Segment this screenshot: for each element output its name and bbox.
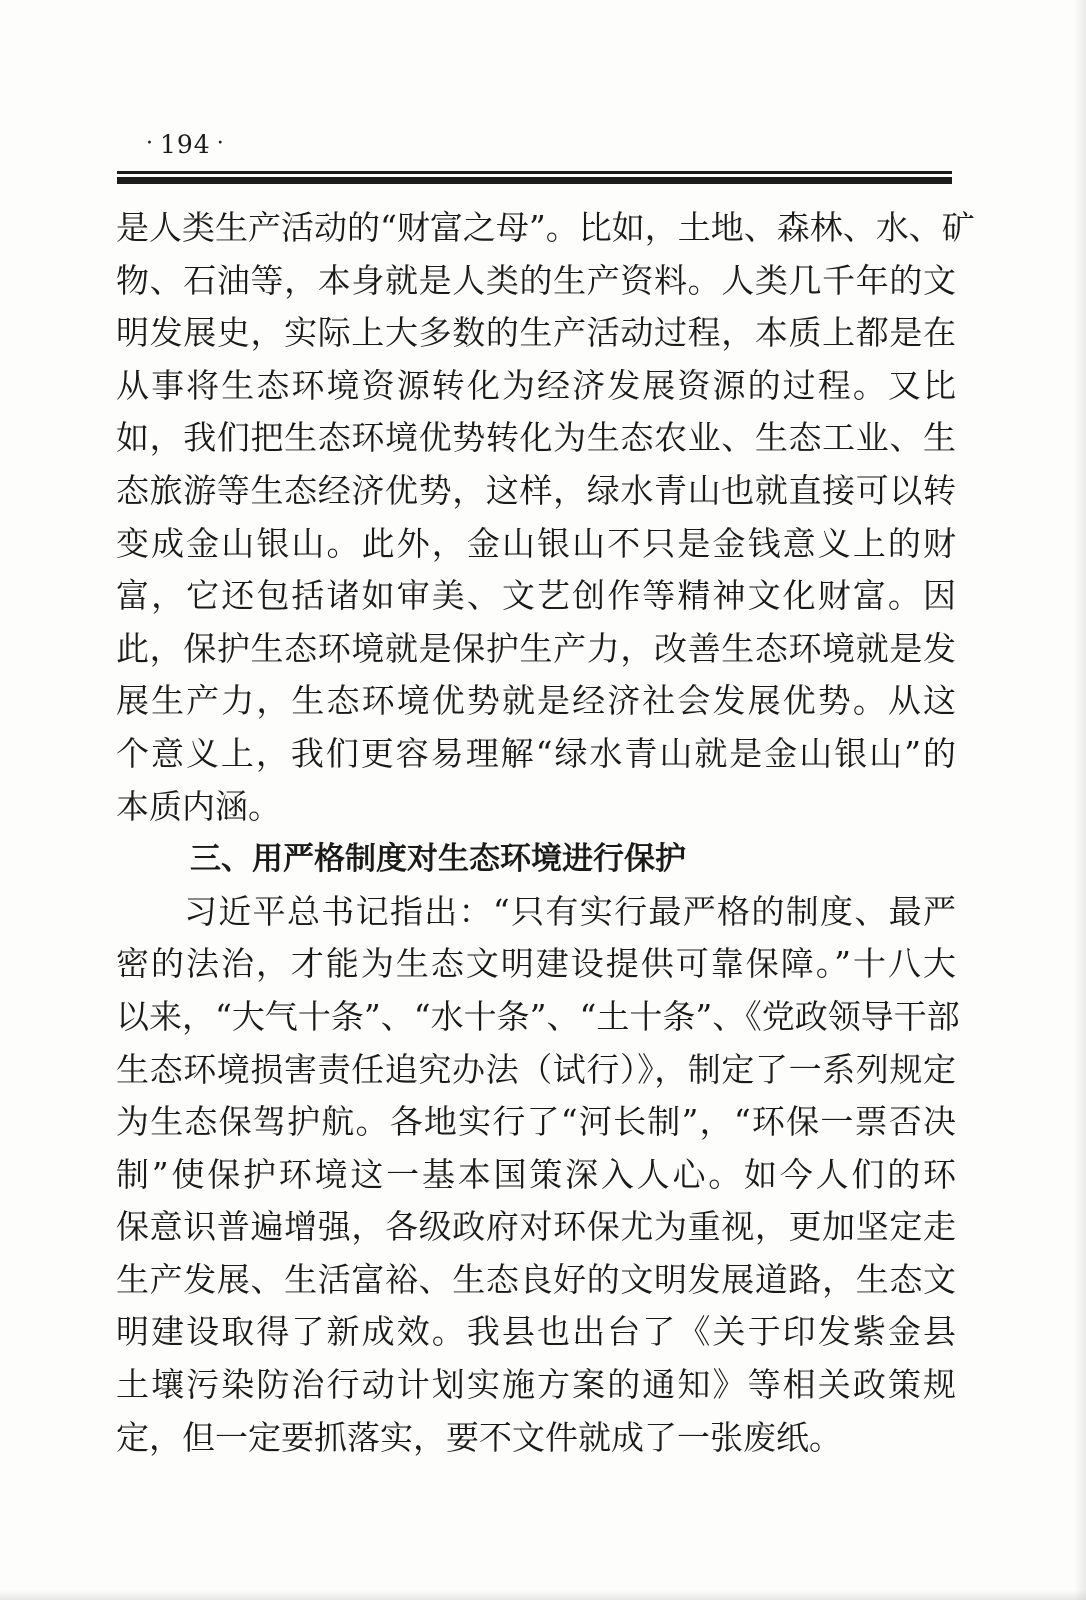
text-line: 为生态保驾护航。各地实行了“河长制”，“环保一票否决 [116, 1102, 956, 1142]
header-rule-thin [117, 171, 952, 174]
page-header [140, 130, 231, 159]
text-line: 态旅游等生态经济优势，这样，绿水青山也就直接可以转 [116, 470, 956, 510]
text-line: 密的法治，才能为生态文明建设提供可靠保障。”十八大 [116, 944, 956, 984]
text-line: 是人类生产活动的“财富之母”。比如，土地、森林、水、矿 [116, 208, 975, 247]
text-line: 定，但一定要抓落实，要不文件就成了一张废纸。 [116, 1417, 842, 1457]
text-line: 个意义上，我们更容易理解“绿水青山就是金山银山”的 [116, 733, 956, 773]
text-line: 从事将生态环境资源转化为经济发展资源的过程。又比 [116, 365, 956, 405]
text-line: 明建设取得了新成效。我县也出台了《关于印发紫金县 [116, 1312, 956, 1352]
text-line: 变成金山银山。此外，金山银山不只是金钱意义上的财 [116, 523, 956, 563]
text-line: 保意识普遍增强，各级政府对环保尤为重视，更加坚定走 [116, 1207, 956, 1247]
text-line: 制”使保护环境这一基本国策深入人心。如今人们的环 [116, 1154, 956, 1194]
text-line: 明发展史，实际上大多数的生产活动过程，本质上都是在 [116, 313, 956, 353]
text-line: 生态环境损害责任追究办法（试行）》，制定了一系列规定 [116, 1049, 956, 1089]
header-dot-left: · [146, 131, 154, 156]
header-dot-right: · [216, 131, 225, 156]
text-line: 展生产力，生态环境优势就是经济社会发展优势。从这 [116, 681, 956, 721]
page-number: 194 [160, 130, 211, 159]
section-heading: 三、用严格制度对生态环境进行保护 [190, 841, 686, 878]
text-line: 本质内涵。 [116, 786, 281, 826]
text-line: 土壤污染防治行动计划实施方案的通知》等相关政策规 [116, 1365, 956, 1405]
text-line: 此，保护生态环境就是保护生产力，改善生态环境就是发 [116, 628, 956, 668]
text-line: 生产发展、生活富裕、生态良好的文明发展道路，生态文 [116, 1259, 956, 1299]
text-line: 富，它还包括诸如审美、文艺创作等精神文化财富。因 [116, 576, 956, 616]
body-text [116, 202, 975, 1464]
text-line: 如，我们把生态环境优势转化为生态农业、生态工业、生 [116, 418, 956, 458]
text-line: 以来，“大气十条”、“水十条”、“土十条”、《党政领导干部 [116, 996, 960, 1036]
scan-edge-bottom [0, 1590, 1086, 1600]
scan-edge-right [1074, 0, 1086, 1600]
header-rule-thick [117, 177, 952, 184]
text-line: 习近平总书记指出：“只有实行最严格的制度、最严 [184, 891, 956, 931]
text-line: 物、石油等，本身就是人类的生产资料。人类几千年的文 [116, 260, 956, 300]
